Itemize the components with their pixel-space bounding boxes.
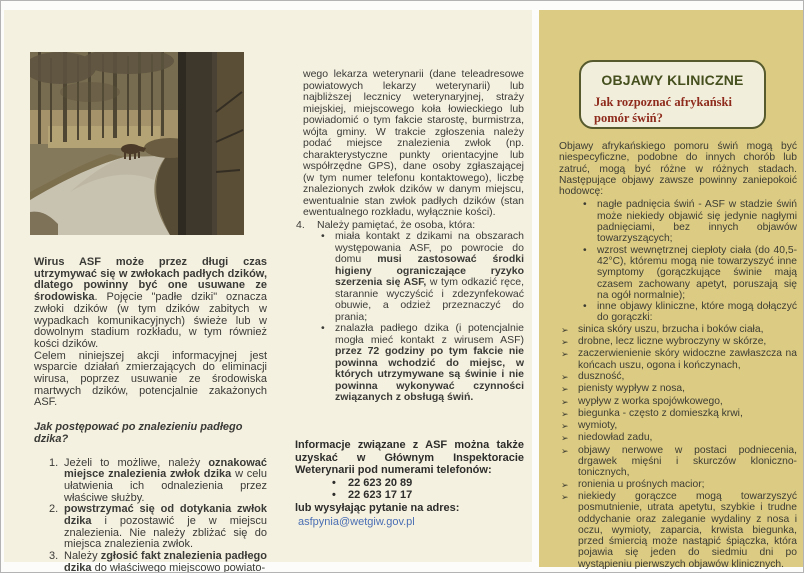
phone-item-2 bbox=[295, 489, 524, 502]
symptom-arrow-item bbox=[559, 348, 797, 371]
list-number: 4. bbox=[296, 218, 305, 231]
item-bold-text: oznakować miejsce znalezienia zwłok dzika bbox=[64, 456, 267, 481]
symptom-text: wymioty, bbox=[578, 420, 618, 432]
item-text: znalazła padłego dzika (i potencjalnie mogła mieć kontakt z wirusem ASF) bbox=[335, 322, 524, 346]
symptom-text: biegunka - często z domieszką krwi, bbox=[578, 407, 743, 419]
right-page bbox=[539, 10, 803, 570]
phone-number: 22 623 20 89 bbox=[348, 476, 413, 489]
symptom-arrow-item bbox=[559, 445, 797, 479]
symptom-text: nagłe padnięcia świń - ASF w stadzie świń może niekiedy objawić się jedynie nagłymi padnięciami, bez innych objawów towarzyszących; bbox=[597, 199, 797, 245]
arrow-bullet-icon: ➢ bbox=[561, 384, 569, 395]
arrow-bullet-icon: ➢ bbox=[561, 491, 569, 502]
symptom-text: pienisty wypływ z nosa, bbox=[578, 383, 686, 395]
item-text: Należy bbox=[64, 550, 101, 563]
list-item-2 bbox=[34, 504, 267, 551]
symptom-arrow-item bbox=[559, 396, 797, 408]
intro-paragraph bbox=[34, 257, 267, 351]
clinical-signs-header bbox=[579, 60, 766, 129]
intro-rest-text: . Pojęcie "padłe dziki" oznacza zwłoki dzików (w tym dzików zabitych w wypadkach komunikacyjnych) świeże lub w dowolnym stadium rozkładu, w tym również kości dzików. bbox=[34, 291, 267, 350]
column-procedure bbox=[295, 69, 524, 404]
list-item-3 bbox=[34, 551, 267, 573]
bullet-icon: • bbox=[583, 301, 587, 313]
list-number: 3. bbox=[49, 550, 59, 563]
arrow-bullet-icon: ➢ bbox=[561, 445, 569, 456]
list-item-text bbox=[64, 458, 267, 505]
item-text: i pozostawić je w miejscu znalezienia. Nie należy zbliżać się do miejsca znalezienia zwłok. bbox=[64, 515, 267, 551]
continuation-paragraph: wego lekarza weterynarii (dane teleadresowe powiatowych lekarzy weterynarii) lub najbliższej lecznicy weterynaryjnej, straży miejskiej, miejscowego koła łowieckiego lub powiadomić o tym fakcie starostę, burmistrza, wójta gminy. W trakcie zgłoszenia należy podać miejsce znalezienia zwłok (np. charakterystyczne punkty orientacyjne lub współrzędne GPS), dane osoby zgłaszającej (w tym numer telefonu kontaktowego), liczbę znalezionych zwłok dzików w danym miejscu, ewentualnie stan zwłok padłych dzików (stan ewentualnego rozkładu, wyłącznie kości). bbox=[303, 68, 524, 218]
symptom-text: objawy nerwowe w postaci podniecenia, drgawek mięśni i skurczów kloniczno-tonicznych, bbox=[578, 444, 797, 479]
section-subtitle: Jak rozpoznać afrykański pomór świń? bbox=[594, 95, 732, 125]
arrow-bullet-icon: ➢ bbox=[561, 433, 569, 444]
symptom-bullet bbox=[559, 301, 797, 324]
item-bold-text: przez 72 godziny po tym fakcie nie powinna wchodzić do miejsc, w których utrzymywane są świnie i nie powinna wykonywać czynności związanych z obsługą świń. bbox=[335, 345, 524, 403]
list-number: 2. bbox=[49, 503, 59, 516]
arrow-bullet-icon: ➢ bbox=[561, 396, 569, 407]
item-text: Jeżeli to możliwe, należy bbox=[64, 456, 209, 469]
left-page bbox=[4, 10, 532, 573]
section-title: OBJAWY KLINICZNE bbox=[601, 72, 744, 88]
bullet-icon: • bbox=[332, 476, 336, 489]
clinical-signs-content bbox=[559, 141, 797, 570]
sub-bullet-1 bbox=[295, 231, 524, 323]
bullet-icon: • bbox=[583, 199, 587, 211]
symptom-arrow-item bbox=[559, 420, 797, 432]
symptom-text: drobne, lecz liczne wybroczyny w skórze, bbox=[578, 336, 767, 348]
item-text: do właściwego miejscowo powiato- bbox=[91, 561, 266, 573]
symptom-arrow-item bbox=[559, 371, 797, 383]
arrow-bullet-icon: ➢ bbox=[561, 324, 569, 335]
forest-road-illustration bbox=[30, 52, 244, 235]
arrow-bullet-icon: ➢ bbox=[561, 337, 569, 348]
symptom-arrow-item bbox=[559, 383, 797, 395]
symptom-text: ronienia u prośnych macior; bbox=[578, 478, 705, 490]
symptom-text: inne objawy kliniczne, które mogą dołączyć do gorączki: bbox=[597, 301, 797, 324]
item-text: miała kontakt z dzikami na obszarach występowania ASF, po powrocie do domu bbox=[335, 230, 524, 265]
bullet-icon: • bbox=[583, 244, 587, 256]
intro-bold-text: Wirus ASF może przez długi czas utrzymywać się w zwłokach padłych dzików, dlatego powinny być one usuwane ze środowiska bbox=[34, 256, 267, 304]
phone-number: 22 623 17 17 bbox=[348, 489, 413, 502]
symptom-text: niedowład zadu, bbox=[578, 432, 653, 444]
phone-item-1 bbox=[295, 477, 524, 490]
list-number: 1. bbox=[49, 456, 59, 469]
item-text: w tym odkazić ręce, starannie wyczyścić i zdezynfekować obuwie, a odzież przeznaczyć do prania; bbox=[335, 276, 524, 323]
symptom-arrow-item bbox=[559, 479, 797, 491]
sub-bullet-2 bbox=[295, 323, 524, 404]
list-item-text bbox=[64, 504, 267, 551]
column-intro bbox=[34, 257, 267, 573]
bullet-icon: • bbox=[321, 230, 325, 242]
symptom-arrow-item bbox=[559, 408, 797, 420]
symptom-bullet bbox=[559, 199, 797, 244]
symptom-arrow-item bbox=[559, 324, 797, 336]
symptom-bullet bbox=[559, 245, 797, 301]
sub-bullet-text bbox=[335, 323, 524, 404]
symptom-text: duszność, bbox=[578, 370, 625, 382]
contact-outro: lub wysyłając pytanie na adres: bbox=[295, 501, 460, 514]
arrow-bullet-icon: ➢ bbox=[561, 479, 569, 490]
symptom-arrow-item bbox=[559, 336, 797, 348]
symptom-arrow-item bbox=[559, 432, 797, 444]
item-bold-text: musi zastosować środki higieny ograniczające ryzyko szerzenia się ASF, bbox=[335, 253, 525, 288]
symptoms-intro: Objawy afrykańskiego pomoru świń mogą być niespecyficzne, podobne do innych chorób lub zatruć, mogą być różne w różnych stadach. Następujące objawy zawsze powinny zaniepokoić hodowcę: bbox=[559, 141, 797, 198]
arrow-bullet-icon: ➢ bbox=[561, 349, 569, 360]
bullet-icon: • bbox=[321, 322, 325, 334]
item-bold-text: zgłosić fakt znalezienia padłego dzika bbox=[64, 550, 268, 573]
symptom-text: sinica skóry uszu, brzucha i boków ciała, bbox=[578, 323, 764, 335]
sub-bullet-text bbox=[335, 231, 524, 323]
bullet-icon: • bbox=[332, 489, 336, 502]
contact-block bbox=[295, 439, 524, 528]
list-item-text bbox=[64, 551, 267, 573]
question-heading: Jak postępować po znalezieniu padłego dzika? bbox=[34, 421, 243, 445]
symptom-text: wzrost wewnętrznej ciepłoty ciała (do 40,5-42°C), któremu mogą nie towarzyszyć inne symptomy (gorączkujące świnie mają czasem zachowany apetyt, poruszają się na ogół normalnie); bbox=[597, 244, 797, 301]
symptom-text: zaczerwienienie skóry widoczne zawłaszcza na końcach uszu, ogona i kończynach, bbox=[578, 348, 797, 371]
symptom-text: niekiedy gorączce mogą towarzyszyć posmutnienie, utrata apetytu, szybkie i trudne oddychanie oraz zaleganie wydaliny z nosa i oczu, wymioty, zaparcia, krwista biegunka, przed śmiercią może nastąpić śpiączka, która pojawia się jeden do siedmiu dni po wystąpieniu pierwszych objawów klinicznych. bbox=[578, 490, 797, 570]
symptom-text: wypływ z worka spojówkowego, bbox=[578, 395, 723, 407]
symptom-arrow-item bbox=[559, 491, 797, 570]
email-link[interactable]: asfpynia@wetgiw.gov.pl bbox=[298, 515, 415, 528]
list-item-text: Należy pamiętać, że osoba, która: bbox=[317, 218, 476, 231]
arrow-bullet-icon: ➢ bbox=[561, 421, 569, 432]
item-bold-text: powstrzymać się od dotykania zwłok dzika bbox=[64, 503, 267, 528]
arrow-bullet-icon: ➢ bbox=[561, 408, 569, 419]
contact-intro: Informacje związane z ASF można także uzyskać w Głównym Inspektoracie Weterynarii pod numerami telefonów: bbox=[295, 439, 524, 477]
list-item-1 bbox=[34, 458, 267, 505]
item-text: w celu ułatwienia ich odnalezienia przez właściwe służby. bbox=[64, 468, 267, 504]
arrow-bullet-icon: ➢ bbox=[561, 371, 569, 382]
campaign-paragraph: Celem niniejszej akcji informacyjnej jest wsparcie działań zmierzających do eliminacji wirusa, poprzez usuwanie ze środowiska martwych dzików, potencjalnie zakażonych ASF. bbox=[34, 349, 267, 409]
instruction-list bbox=[34, 458, 267, 573]
boar-road-photo bbox=[30, 52, 244, 235]
